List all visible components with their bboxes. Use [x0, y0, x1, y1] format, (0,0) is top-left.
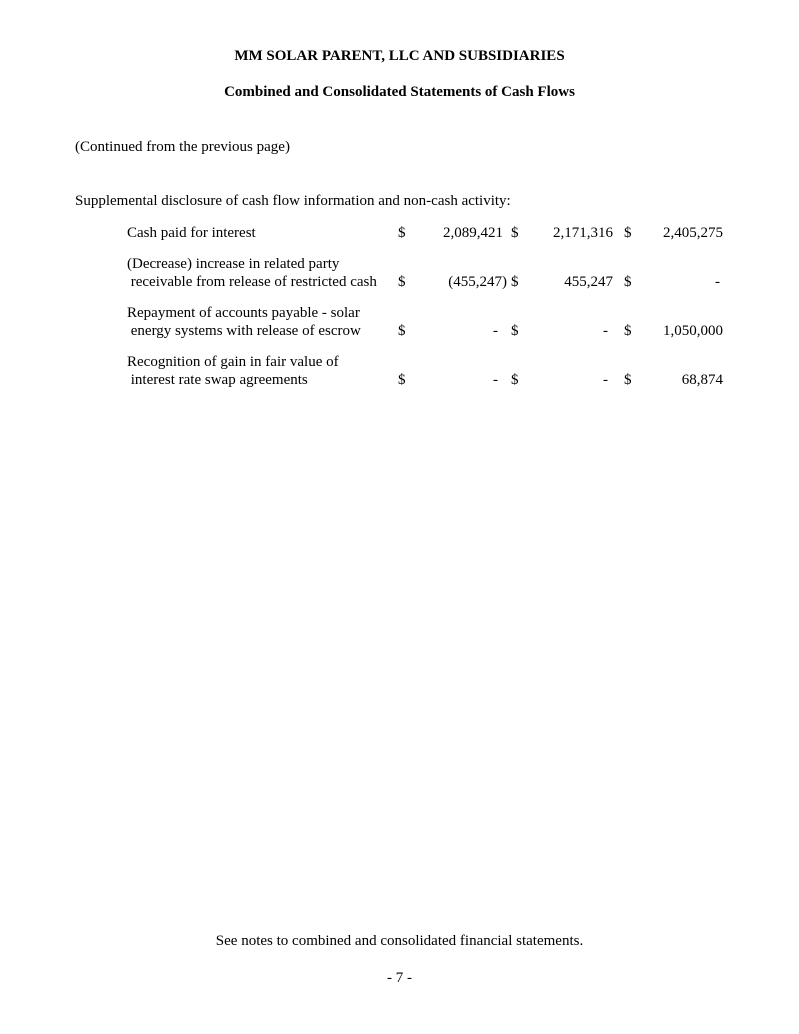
- row-label-cash-paid-for-interest: Cash paid for interest: [127, 225, 256, 241]
- currency-symbol: $: [511, 225, 519, 241]
- currency-symbol: $: [398, 372, 406, 388]
- amount-col-3: 68,874: [681, 372, 723, 388]
- currency-symbol: $: [624, 274, 632, 290]
- amount-col-1: -: [493, 323, 498, 339]
- amount-col-1: (455,247): [448, 274, 507, 290]
- amount-col-3: 1,050,000: [663, 323, 723, 339]
- amount-col-2: 455,247: [564, 274, 613, 290]
- amount-col-2: 2,171,316: [553, 225, 613, 241]
- row-label-recognition-of-gain: Recognition of gain in fair value of interest rate swap agreements: [127, 354, 339, 388]
- currency-symbol: $: [624, 372, 632, 388]
- page-number: - 7 -: [387, 970, 412, 986]
- company-title: MM SOLAR PARENT, LLC AND SUBSIDIARIES: [234, 48, 565, 64]
- currency-symbol: $: [624, 225, 632, 241]
- statement-title: Combined and Consolidated Statements of Cash Flows: [224, 84, 575, 100]
- continued-note: (Continued from the previous page): [75, 139, 290, 155]
- currency-symbol: $: [398, 323, 406, 339]
- currency-symbol: $: [511, 323, 519, 339]
- currency-symbol: $: [511, 274, 519, 290]
- row-label-related-party-receivable: (Decrease) increase in related party receivable from release of restricted cash: [127, 256, 377, 290]
- currency-symbol: $: [624, 323, 632, 339]
- row-label-repayment-accounts-payable: Repayment of accounts payable - solar energy systems with release of escrow: [127, 305, 361, 339]
- amount-col-2: -: [603, 372, 608, 388]
- amount-col-3: 2,405,275: [663, 225, 723, 241]
- supplemental-heading: Supplemental disclosure of cash flow information and non-cash activity:: [75, 193, 511, 209]
- currency-symbol: $: [398, 225, 406, 241]
- amount-col-1: 2,089,421: [443, 225, 503, 241]
- currency-symbol: $: [511, 372, 519, 388]
- amount-col-3: -: [715, 274, 720, 290]
- amount-col-2: -: [603, 323, 608, 339]
- currency-symbol: $: [398, 274, 406, 290]
- amount-col-1: -: [493, 372, 498, 388]
- footer-note: See notes to combined and consolidated financial statements.: [215, 933, 584, 949]
